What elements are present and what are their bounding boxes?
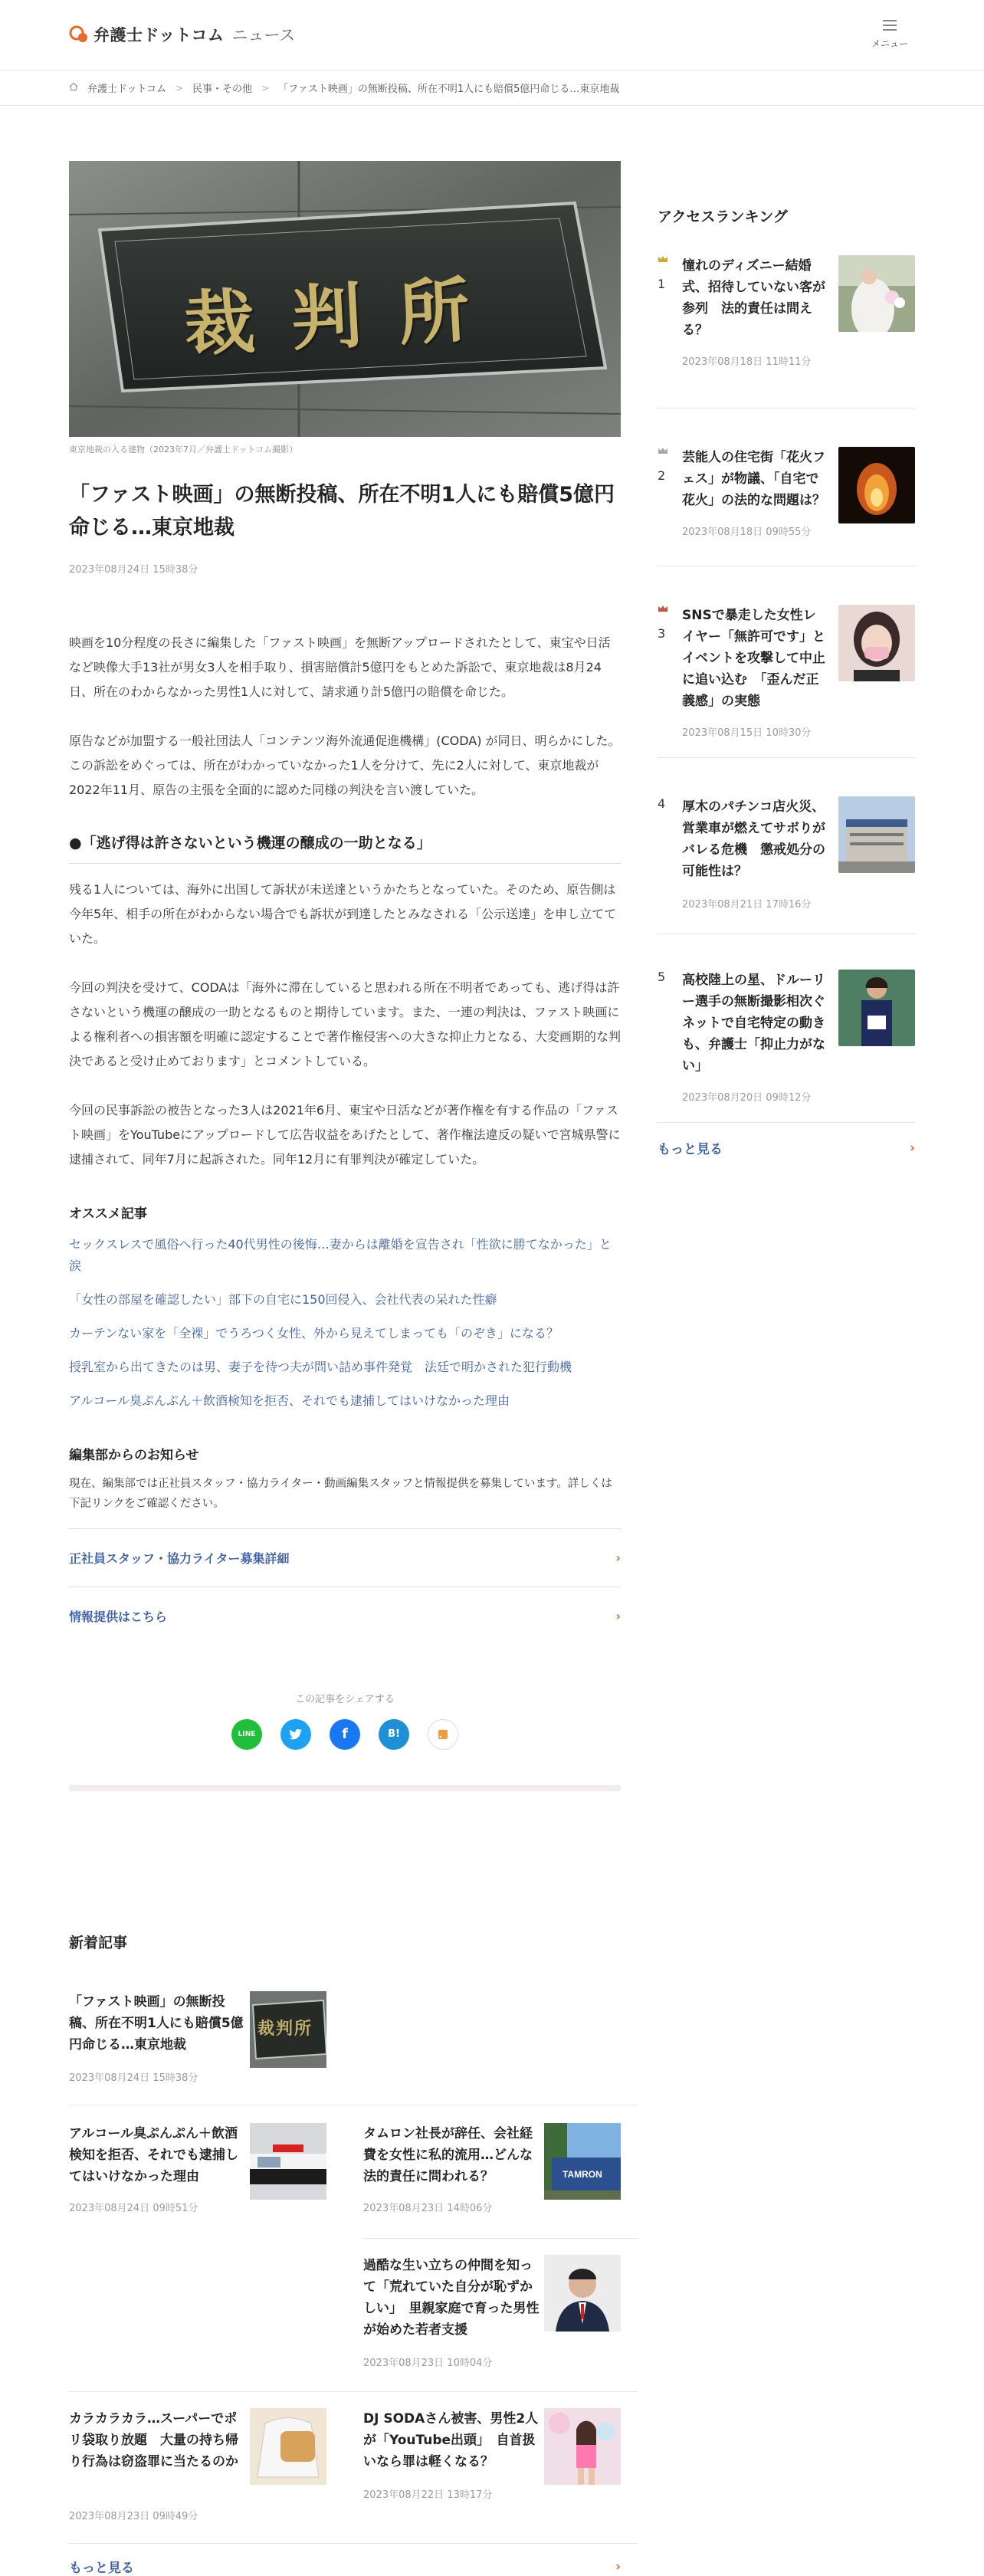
divider	[69, 2543, 638, 2544]
home-icon	[69, 82, 78, 94]
pachinko-building-thumbnail	[838, 796, 915, 873]
notice-text: 現在、編集部では正社員スタッフ・協力ライター・動画編集スタッフと情報提供を募集しています。詳しくは下記リンクをご確認ください。	[69, 1478, 612, 1511]
ranking-more-link[interactable]	[658, 1138, 915, 1157]
hatena-icon[interactable]: B!	[379, 1719, 409, 1750]
article-subheading: ●「逃げ得は許さないという機運の醸成の一助となる」	[69, 832, 621, 864]
thumbnail-logo-text: TAMRON	[563, 2169, 602, 2180]
man-portrait-thumbnail	[544, 2255, 621, 2332]
new-article-title: タムロン社長が辞任、会社経費を女性に私的流用…どんな法的責任に問われる？	[363, 2126, 533, 2185]
rank-date: 2023年08月15日 10時30分	[682, 727, 812, 739]
new-article-item[interactable]	[363, 2408, 621, 2538]
breadcrumb-category[interactable]: 民事・その他	[192, 84, 253, 95]
feed-icon[interactable]	[428, 1719, 458, 1750]
notice-title: 編集部からのお知らせ	[69, 1448, 199, 1464]
new-article-date: 2023年08月24日 09時51分	[69, 2203, 198, 2214]
article-paragraph: 原告などが加盟する一般社団法人「コンテンツ海外流通促進機構」(CODA) が同日、明らかにした。この訴訟をめぐっては、所在がわかっていなかった1人を分けて、先に2人に対して、東京地裁が2022年11月、原告の主張を全面的に認めた同様の判決を言い渡していた。	[69, 733, 621, 798]
ranking-item[interactable]	[658, 970, 915, 1123]
recommend-link[interactable]: アルコール臭ぷんぷん＋飲酒検知を拒否、それでも逮捕してはいけなかった理由	[69, 1393, 510, 1409]
more-label: もっと見る	[658, 1142, 723, 1157]
rank-title: 厚木のパチンコ店火災、営業車が燃えてサボりがバレる危機 懲戒処分の可能性は？	[682, 799, 825, 880]
new-articles-more-link[interactable]	[69, 2557, 621, 2576]
chevron-right-icon: >	[261, 82, 270, 94]
recruit-link-label: 正社員スタッフ・協力ライター募集詳細	[69, 1551, 290, 1566]
new-article-date: 2023年08月23日 10時04分	[363, 2358, 493, 2369]
site-header	[0, 0, 984, 71]
crown-icon	[658, 605, 668, 612]
article-date: 2023年08月24日 15時38分	[69, 564, 198, 576]
ranking-item[interactable]	[658, 605, 915, 758]
chevron-right-icon: ›	[909, 1140, 915, 1156]
ranking-item[interactable]	[658, 255, 915, 409]
share-label: この記事をシェアする	[295, 1693, 395, 1705]
divider	[69, 2391, 638, 2392]
rank-title: 芸能人の住宅街「花火フェス」が物議、「自宅で花火」の法的な問題は？	[682, 450, 825, 509]
menu-label: メニュー	[871, 38, 908, 49]
recommend-link[interactable]: カーテンない家を「全裸」でうろつく女性、外から見えてしまっても「のぞき」になる？	[69, 1326, 559, 1341]
new-article-title: アルコール臭ぷんぷん＋飲酒検知を拒否、それでも逮捕してはいけなかった理由	[69, 2126, 238, 2185]
chevron-right-icon: ›	[615, 2558, 621, 2574]
breadcrumb	[0, 71, 984, 106]
rank-number: 3	[658, 626, 666, 641]
rank-title: SNSで暴走した女性レイヤー「無許可です」とイベントを攻撃して中止に追い込む 「歪んだ正義感」の実態	[682, 608, 825, 710]
new-article-item[interactable]	[69, 2123, 326, 2238]
rank-date: 2023年08月21日 17時16分	[682, 899, 812, 911]
rank-date: 2023年08月18日 09時55分	[682, 527, 812, 538]
breadcrumb-current: 「ファスト映画」の無断投稿、所在不明1人にも賠償5億円命じる…東京地裁	[278, 84, 620, 95]
rank-number: 1	[658, 277, 666, 291]
rank-number: 4	[658, 796, 666, 811]
new-article-date: 2023年08月23日 09時49分	[69, 2511, 198, 2522]
more-label: もっと見る	[69, 2561, 134, 2576]
recommend-title: オススメ記事	[69, 1206, 147, 1222]
new-article-date: 2023年08月24日 15時38分	[69, 2072, 198, 2084]
chevron-right-icon: ›	[615, 1608, 621, 1623]
new-articles-title: 新着記事	[69, 1934, 128, 1951]
new-article-item[interactable]	[69, 2408, 326, 2538]
cosplayer-thumbnail	[838, 605, 915, 681]
athlete-thumbnail	[838, 970, 915, 1046]
sidebar	[658, 161, 915, 1157]
new-article-item[interactable]	[69, 1991, 326, 2106]
logo-mark-icon	[69, 25, 89, 44]
new-article-title: DJ SODAさん被害、男性2人が「YouTube出頭」 自首扱いなら罪は軽くなる？	[363, 2411, 539, 2470]
new-article-title: カラカラカラ…スーパーでポリ袋取り放題 大量の持ち帰り行為は窃盗罪に当たるのか	[69, 2411, 238, 2470]
new-article-date: 2023年08月23日 14時06分	[363, 2203, 493, 2214]
rank-title: 憧れのディズニー結婚式、招待していない客が参列 法的責任は問える？	[682, 258, 825, 339]
hamburger-icon	[883, 20, 897, 31]
recommend-link[interactable]: 「女性の部屋を確認したい」部下の自宅に150回侵入、会社代表の呆れた性癖	[69, 1292, 497, 1308]
new-article-item[interactable]	[363, 2123, 621, 2238]
ranking-item[interactable]	[658, 447, 915, 566]
rank-number: 2	[658, 468, 666, 483]
article-paragraph: 映画を10分程度の長さに編集した「ファスト映画」を無断アップロードされたとして、東宝や日活など映像大手13社が男女3人を相手取り、損害賠償計5億円をもとめた訴訟で、東京地裁は8月24日、所在のわからなかった男性1人に対して、請求通り計5億円の賠償を命じた。	[69, 635, 611, 700]
hero-sign-text: 裁判所	[182, 267, 508, 366]
twitter-icon[interactable]	[280, 1719, 311, 1750]
article-paragraph: 今回の判決を受けて、CODAは「海外に滞在していると思われる所在不明者であっても、逃げ得は許さないという機運の醸成の一助となるものと期待しています。また、一連の判決は、ファスト映画による権利者への損害額を明確に認定することで著作権侵害への大きな抑止力となる、大変画期的な判決であると受け止めております」とコメントしている。	[69, 980, 622, 1069]
rank-number: 5	[658, 970, 666, 984]
rank-date: 2023年08月18日 11時11分	[682, 356, 812, 368]
ranking-item[interactable]	[658, 796, 915, 934]
article-paragraph: 残る1人については、海外に出国して訴状が未送達というかたちとなっていた。そのため、原告側は今年5年、相手の所在がわからない場合でも訴状が到達したとみなされる「公示送達」を申し立てていた。	[69, 882, 617, 947]
new-article-title: 「ファスト映画」の無断投稿、所在不明1人にも賠償5億円命じる…東京地裁	[69, 1994, 244, 2053]
divider	[363, 2238, 638, 2239]
facebook-icon[interactable]: f	[330, 1719, 360, 1750]
logo-text: 弁護士ドットコム	[93, 26, 225, 44]
line-icon[interactable]: LINE	[231, 1719, 262, 1750]
article-paragraph: 今回の民事訴訟の被告となった3人は2021年6月、東宝や日活などが著作権を有する作品の「ファスト映画」をYouTubeにアップロードして広告収益をあげたとして、著作権法違反の疑いで宮城県警に逮捕されて、同年7月に起訴された。同年12月に有罪判決が確定していた。	[69, 1103, 621, 1167]
fireworks-thumbnail	[838, 447, 915, 523]
tamron-building-thumbnail	[544, 2123, 621, 2200]
tip-link[interactable]	[69, 1587, 621, 1645]
crown-icon	[658, 255, 668, 263]
recommend-link[interactable]: 授乳室から出てきたのは男、妻子を待つ夫が問い詰め事件発覚 法廷で明かされた犯行動機	[69, 1360, 572, 1375]
recruit-link[interactable]	[69, 1528, 621, 1587]
wedding-thumbnail	[838, 255, 915, 332]
police-car-thumbnail	[250, 2123, 326, 2200]
chevron-right-icon: ›	[615, 1550, 621, 1565]
thumbnail-sign-text: 裁判所	[257, 2019, 313, 2039]
image-caption: 東京地裁の入る建物（2023年7月／弁護士ドットコム撮影）	[69, 445, 298, 454]
share-icons	[69, 1719, 621, 1750]
article-main	[69, 161, 621, 1791]
tip-link-label: 情報提供はこちら	[69, 1609, 168, 1624]
courthouse-sign-thumbnail	[250, 1991, 326, 2068]
logo-subtext: ニュース	[231, 26, 296, 44]
hero-image	[69, 161, 621, 437]
share-section	[69, 1691, 621, 1750]
new-article-item[interactable]	[363, 2255, 621, 2370]
new-article-title: 過酷な生い立ちの仲間を知って「荒れていた自分が恥ずかしい」 里親家庭で育った男性が始めた若者支援	[363, 2258, 540, 2338]
new-article-date: 2023年08月22日 13時17分	[363, 2489, 493, 2501]
article-title: 「ファスト映画」の無断投稿、所在不明1人にも賠償5億円命じる…東京地裁	[69, 483, 615, 540]
plastic-bag-thumbnail	[250, 2408, 326, 2485]
rank-date: 2023年08月20日 09時12分	[682, 1092, 812, 1104]
crown-icon	[658, 447, 668, 454]
chevron-right-icon: >	[175, 82, 184, 94]
recommend-link[interactable]: セックスレスで風俗へ行った40代男性の後悔…妻からは離婚を宣告され「性欲に勝てなかった」と涙	[69, 1237, 612, 1274]
menu-button[interactable]	[871, 20, 909, 50]
ranking-title: アクセスランキング	[658, 208, 788, 225]
dj-soda-thumbnail	[544, 2408, 621, 2485]
site-logo[interactable]	[69, 23, 295, 46]
breadcrumb-home[interactable]: 弁護士ドットコム	[87, 84, 166, 95]
divider-bar	[69, 1785, 621, 1791]
rank-title: 高校陸上の星、ドルーリー選手の無断撮影相次ぐ ネットで自宅特定の動きも、弁護士「抑止力がない」	[682, 973, 838, 1075]
